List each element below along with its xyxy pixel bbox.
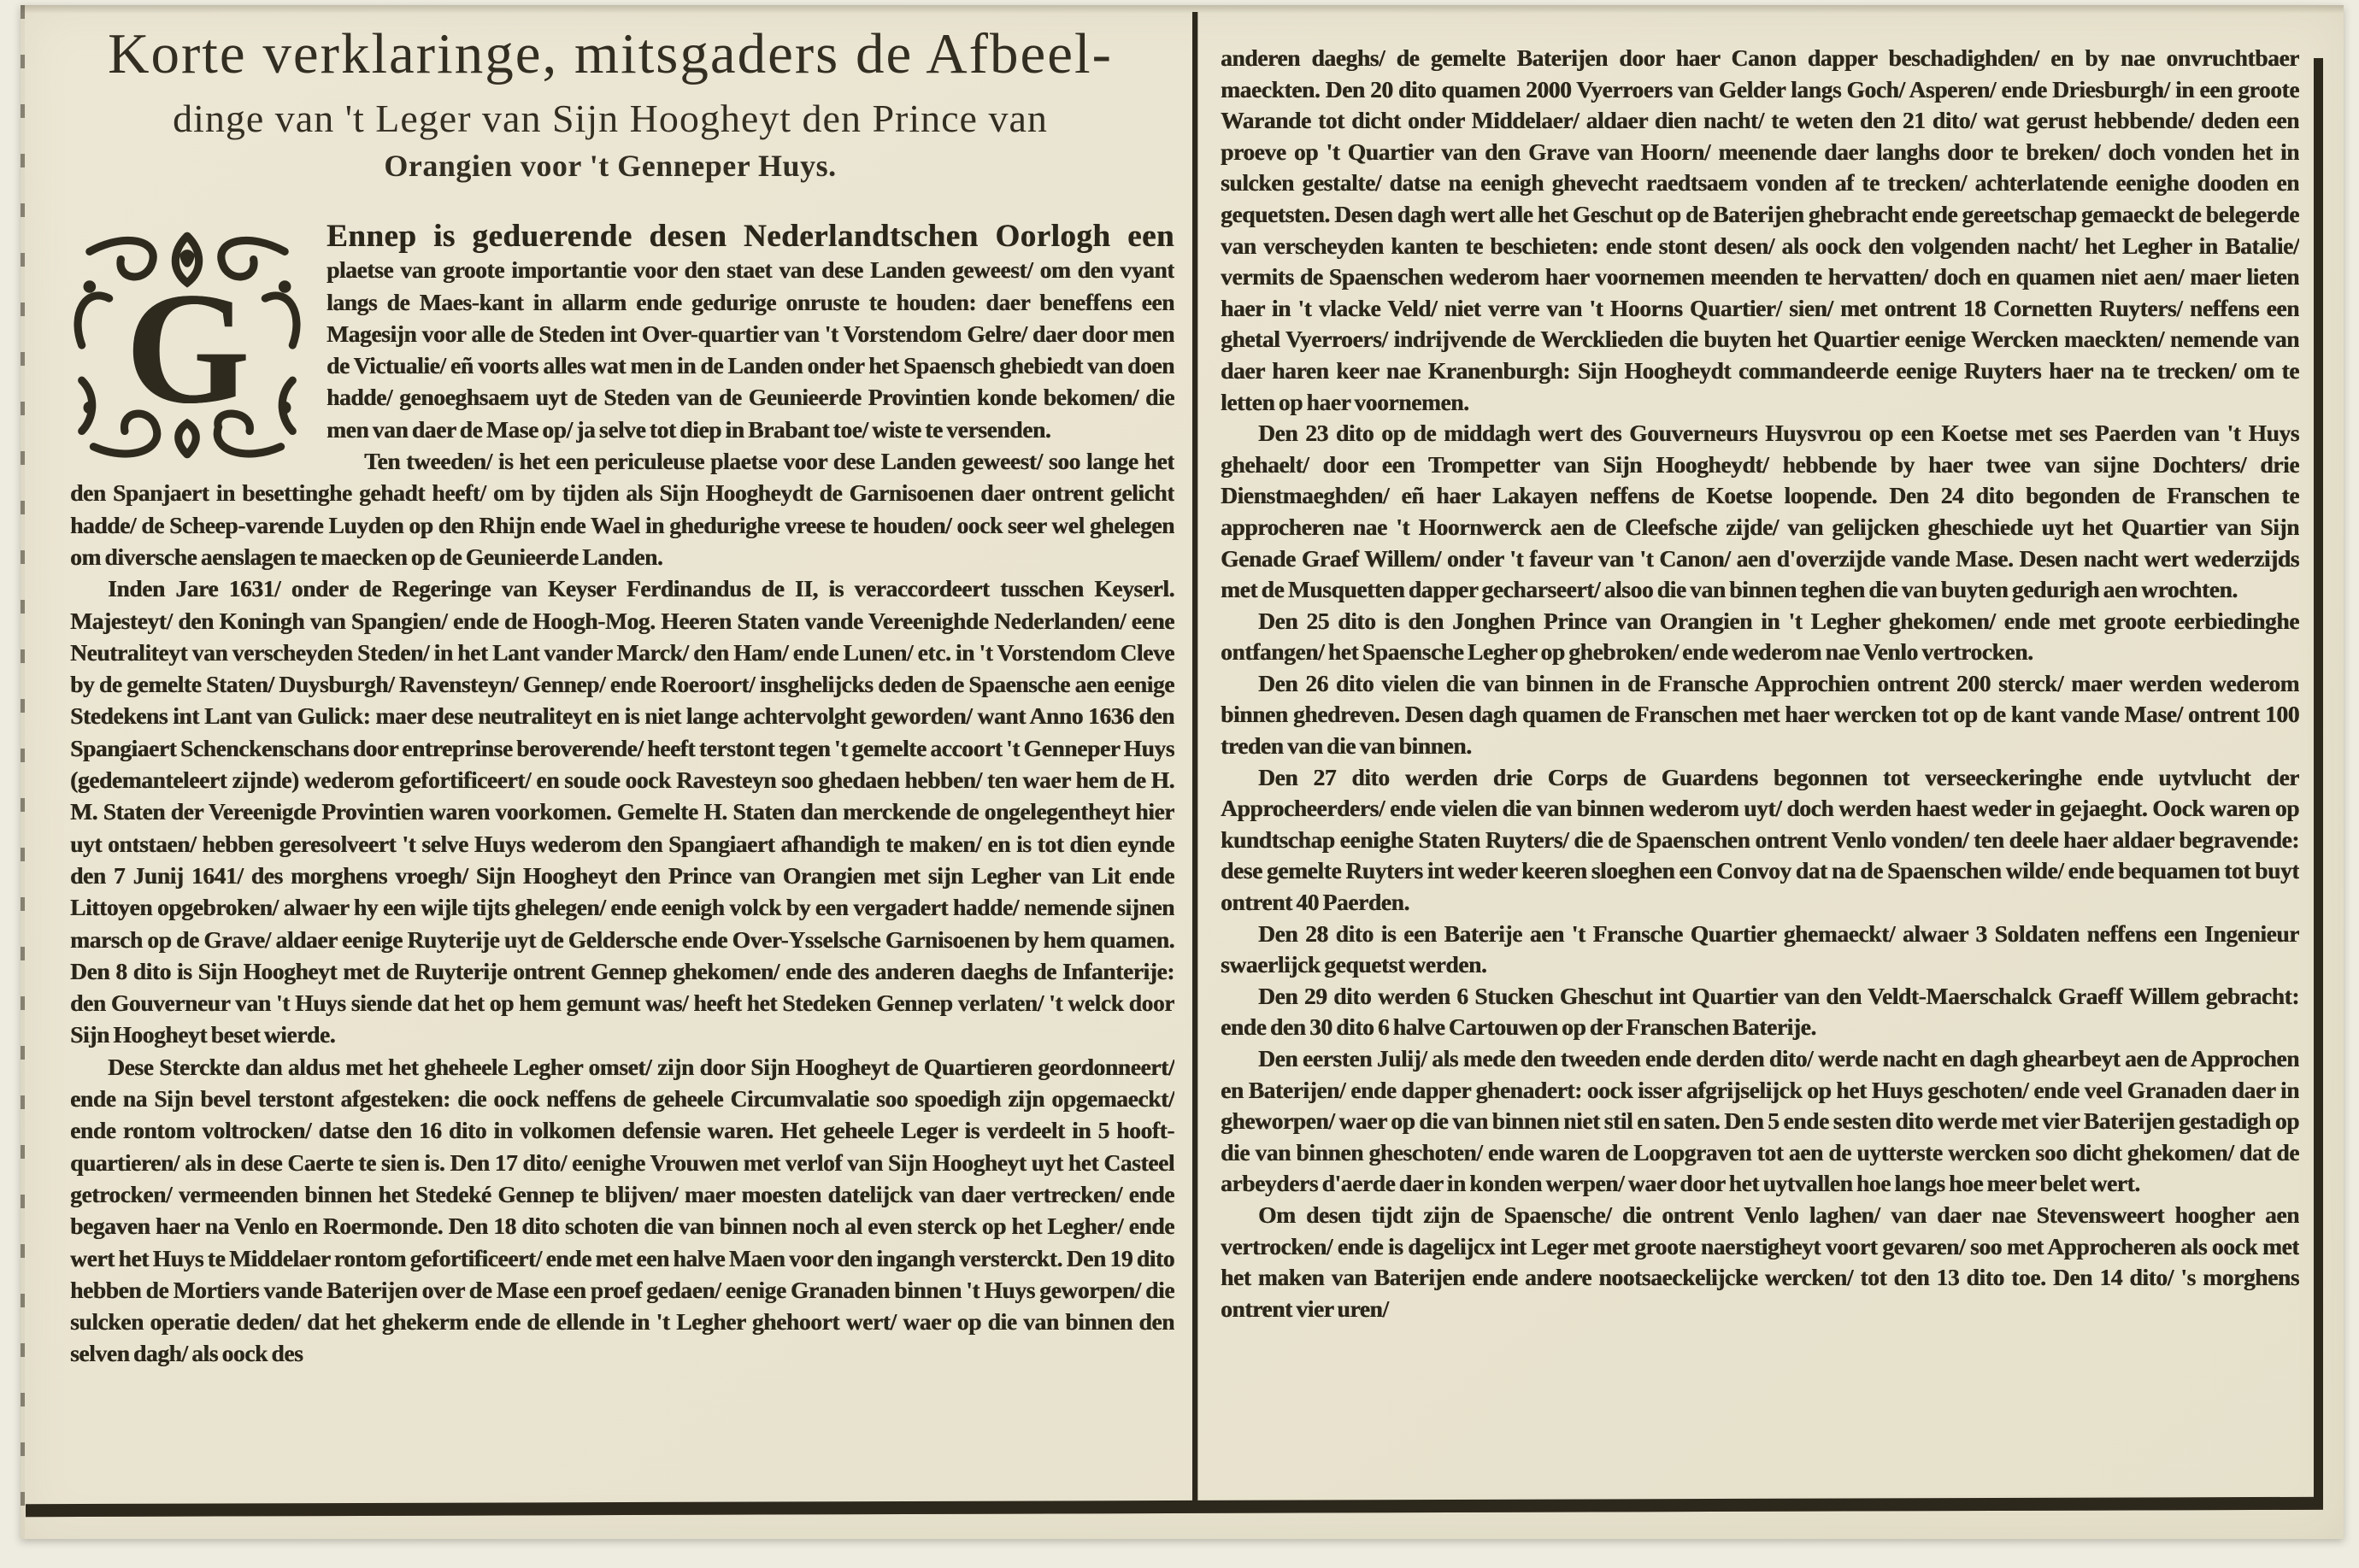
scan-edge-marks [21,5,25,1539]
paper-top-shade [21,5,2344,14]
paragraph: Den 27 dito werden drie Corps de Guardens begonnen tot verseeckeringhe ende uytvlucht der Approcheerders/ ende vielen die van binnen wederom uyt/ doch werden haest weder in gejaeght. Oock waren op kundtschap eenighe Staten Ruyters/ die de Spaenschen ontrent Venlo vonden/ ten deele haer aldaer begravende: dese gemelte Ruyters int weder keeren sloeghen een Convoy dat na de Spaenschen wilde/ ende bequamen tot buyt ontrent 40 Paerden. [1221,763,2299,916]
drop-cap-initial [70,226,304,465]
paragraph: Den 23 dito op de middagh wert des Gouverneurs Huysvrou op een Koetse met ses Paerden van 't Huys ghehaelt/ door een Trompetter van Sijn Hoogheydt/ hebbende by haer twee van sijne Dochters/ drie Dienstmaeghden/ eñ haer Lakayen neffens de Koetse loopende. Den 24 dito begonden de Franschen te approcheren nae 't Hoornwerck aen de Cleefsche zijde/ van gelijcken gheschiede uyt het Quartier van Sijn Genade Graef Willem/ onder 't faveur van 't Canon/ aen d'overzijde vande Mase. Desen nacht wert wederzijds met de Musquetten dapper gecharseert/ alsoo die van binnen teghen die van buyten gedurigh aen wrochten. [1221,420,2299,603]
right-border-rule [2314,58,2323,1504]
paragraph: Dese Sterckte dan aldus met het gheheele Legher omset/ zijn door Sijn Hoogheyt de Quartieren geordonneert/ ende na Sijn bevel terstont afgesteken: die oock neffens de geheele Circumvalatie soo spoedigh zijn opgemaeckt/ ende rontom voltrocken/ datse den 16 dito in volkomen defensie waren. Het geheele Leger is verdeelt in 5 hooft-quartieren/ als in dese Caerte te sien is. Den 17 dito/ eenighe Vrouwen met verlof van Sijn Hoogheyt uyt het Casteel getrocken/ vermeenden binnen het Stedeké Gennep te blijven/ maer moesten datelijck van daer vertrecken/ ende begaven haer na Venlo en Roermonde. Den 18 dito schoten die van binnen noch al even sterck op het Legher/ ende wert het Huys te Middelaer rontom gefortificeert/ ende met een halve Maen voor den ingangh versterckt. Den 19 dito hebben de Mortiers vande Baterijen over de Mase een proef gedaen/ eenige Granaden binnen 't Huys geworpen/ die sulcken operatie deden/ dat het ghekerm ende de ellende in 't Legher ghehoort wert/ waer op die van binnen den selven dagh/ als oock des [70,1053,1174,1367]
paragraph: Den 29 dito werden 6 Stucken Gheschut int Quartier van den Veldt-Maerschalck Graeff Willem gebracht: ende den 30 dito 6 halve Cartouwen op der Franschen Baterije. [1221,982,2299,1041]
paragraph: Om desen tijdt zijn de Spaensche/ die ontrent Venlo laghen/ van daer nae Stevensweert hoogher aen vertrocken/ ende is dagelijcx int Leger met groote naerstigheyt voort gevaren/ soo met Approcheren als oock met het maken van Baterijen ende andere nootsaeckelijcke wercken/ tot den 13 dito toe. Den 14 dito/ 's morghens ontrent vier uren/ [1221,1201,2299,1322]
paragraph: anderen daeghs/ de gemelte Baterijen door haer Canon dapper beschadighden/ en by nae onvruchtbaer maeckten. Den 20 dito quamen 2000 Vyerroers van Gelder langs Goch/ Asperen/ ende Driesburgh/ in een groote Warande tot dicht onder Middelaer/ aldaer dien nacht/ te weten den 21 dito/ wat gerust hebbende/ deden een proeve op 't Quartier van den Grave van Hoorn/ meenende daer langhs door te breken/ doch vonden het in sulcken gestalte/ datse na eenigh ghevecht raedtsaem vonden af te trecken/ achterlatende eenighe dooden en gequetsten. Desen dagh wert alle het Geschut op de Baterijen ghebracht ende gereetschap gemaeckt de belegerde van verscheyden kanten te beschieten: ende stont desen/ als oock den volgenden nacht/ het Legher in Batalie/ vermits de Spaenschen wederom haer voornemen meenden te hervatten/ doch en quamen niet aen/ maer lieten haer in 't vlacke Veld/ niet verre van 't Hoorns Quartier/ sien/ met ontrent 18 Cornetten Ruyters/ neffens een ghetal Vyerroers/ indrijvende de Wercklieden die buyten het Quartier eenige Wercken maeckten/ nemende van daer haren keer nae Kranenburgh: Sijn Hoogheydt commandeerde eenige Ruyters haer na te trecken/ om te letten op haer voornemen. [1221,44,2299,415]
paragraph: Ten tweeden/ is het een periculeuse plaetse voor dese Landen geweest/ soo lange het den Spanjaert in besettinghe gehadt heeft/ om by tijden als Sijn Hoogheydt de Garnisoenen daer ontrent gelicht hadde/ de Scheep-varende Luyden op den Rhijn ende Wael in ghedurighe vreese te houden/ oock seer wel ghelegen om diversche aenslagen te maecken op de Geunieerde Landen. [70,448,1174,570]
paper-sheet [21,5,2344,1539]
right-text-column [1221,43,2299,1497]
title-line-2: dinge van 't Leger van Sijn Hoogheyt den Prince van [173,97,1048,141]
column-divider-rule [1192,12,1197,1500]
woodcut-ornament-icon [70,226,304,465]
paragraph [70,220,1174,445]
title-block [55,24,1166,184]
paragraph-lead-text: Ennep is geduerende desen Nederlandtschen Oorlogh een [326,220,1174,254]
title-line-3: Orangien voor 't Genneper Huys. [384,149,837,184]
paragraph: Den eersten Julij/ als mede den tweeden ende derden dito/ werde nacht en dagh ghearbeyt aen de Approchen en Baterijen/ ende dapper ghenadert: oock isser afgrijselijck op het Huys geschoten/ ende veel Granaden daer in gheworpen/ waer op die van binnen niet stil en saten. Den 5 ende sesten dito werde met vier Baterijen gestadigh op die van binnen gheschoten/ ende waren de Loopgraven tot aen de uytterste wercken soo dicht ghekomen/ dat de arbeyders d'aerde daer in konden werpen/ waer door het uytvallen hoe langs hoe meer belet wert. [1221,1045,2299,1197]
paragraph: Den 28 dito is een Baterije aen 't Fransche Quartier ghemaeckt/ alwaer 3 Soldaten neffens een Ingenieur swaerlijck gequetst werden. [1221,919,2299,978]
paragraph: Den 25 dito is den Jonghen Prince van Orangien in 't Legher ghekomen/ ende met groote eerbiedinghe ontfangen/ het Spaensche Legher op ghebroken/ ende wederom nae Venlo vertrocken. [1221,607,2299,666]
paragraph-text: plaetse van groote importantie voor den staet van dese Landen geweest/ om den vyant langs de Maes-kant in allarm ende gedurige onruste te houden: daer beneffens een Magesijn voor alle de Steden int Over-quartier van 't Vorstendom Gelre/ daer door men de Victualie/ eñ voorts alles wat men in de Landen onder het Spaensch ghebiedt van doen hadde/ genoeghsaem uyt de Steden van de Geunieerde Provintien konde bekomen/ die men van daer de Mase op/ ja selve tot diep in Brabant toe/ wiste te versenden. [326,256,1174,443]
paragraph: Inden Jare 1631/ onder de Regeringe van Keyser Ferdinandus de II, is veraccordeert tusschen Keyserl. Majesteyt/ den Koningh van Spangien/ ende de Hoogh-Mog. Heeren Staten vande Vereenighde Nederlanden/ eene Neutraliteyt van verscheyden Steden/ in het Lant vander Marck/ den Ham/ ende Lunen/ etc. in 't Vorstendom Cleve by de gemelte Staten/ Duysburgh/ Ravensteyn/ Gennep/ ende Roeroort/ insghelijcks deden de Spaensche aen eenige Stedekens int Lant van Gulick: maer dese neutraliteyt en is niet lange achtervolght geworden/ want Anno 1636 den Spangiaert Schenckenschans door entreprinse beroverende/ heeft terstont tegen 't gemelte accoort 't Genneper Huys (gedemanteleert zijnde) wederom gefortificeert/ en soude oock Ravesteyn soo ghedaen hebben/ ten waer hem de H. M. Staten der Vereenigde Provintien waren voorkomen. Gemelte H. Staten dan merckende de ongelegentheyt hier uyt ontstaen/ hebben geresolveert 't selve Huys wederom den Spangiaert afhandigh te maken/ en is tot dien eynde den 7 Junij 1641/ des morghens vroegh/ Sijn Hoogheyt den Prince van Orangien met sijn Legher van Lit ende Littoyen opgebroken/ alwaer hy een wijle tijts ghelegen/ ende eenigh volck by een vergadert hadde/ nemende sijnen marsch op de Grave/ aldaer eenige Ruyterije uyt de Geldersche ende Over-Ysselsche Garnisoenen by hem quamen. Den 8 dito is Sijn Hoogheyt met de Ruyterije ontrent Gennep ghekomen/ ende des anderen daeghs de Infanterije: den Gouverneur van 't Huys siende dat het op hem gemunt was/ heeft het Stedeken Gennep verlaten/ 't welck door Sijn Hoogheyt beset wierde. [70,575,1174,1048]
paragraph: Den 26 dito vielen die van binnen in de Fransche Approchien ontrent 200 sterck/ maer werden wederom binnen ghedreven. Desen dagh quamen de Franschen met haer wercken tot op de kant vande Mase/ ontrent 100 treden van die van binnen. [1221,669,2299,760]
left-text-column [70,220,1174,1497]
svg-text:G: G [125,260,250,438]
title-line-1: Korte verklaringe, mitsgaders de Afbeel- [108,22,1113,85]
bottom-border-rule [26,1497,2323,1517]
